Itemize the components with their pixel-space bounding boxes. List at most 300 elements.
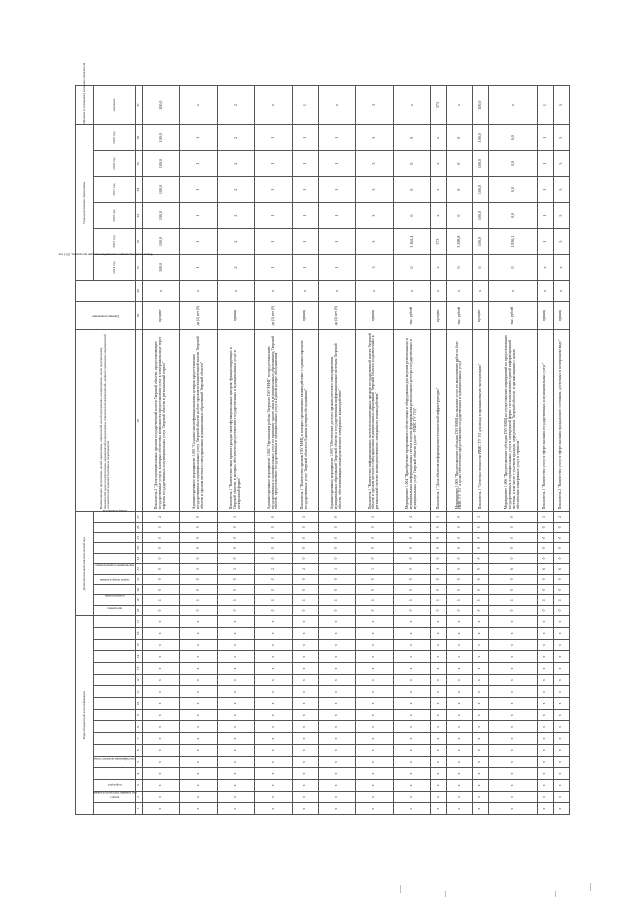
unit-cell: единиц bbox=[553, 301, 569, 330]
year-value: 0 bbox=[447, 151, 473, 177]
code-cell: х bbox=[447, 709, 473, 721]
extra-code-column-header-text: подпрограмма bbox=[104, 593, 125, 598]
table-row bbox=[143, 86, 180, 815]
target-value: х bbox=[393, 86, 430, 125]
table-row bbox=[292, 86, 318, 815]
table-row bbox=[318, 86, 355, 815]
unit-cell: единиц bbox=[356, 301, 393, 330]
table-row bbox=[393, 86, 430, 815]
extra-code-cell: 0 bbox=[553, 605, 569, 615]
column-number: 29 bbox=[136, 301, 143, 330]
code-column-header bbox=[94, 744, 136, 756]
code-cell: х bbox=[292, 791, 318, 803]
code-cell: х bbox=[472, 733, 488, 745]
code-cell: х bbox=[537, 674, 553, 686]
code-cell: х bbox=[180, 744, 217, 756]
extra-code-cell: 0 bbox=[318, 553, 355, 563]
year-value: 0 bbox=[393, 255, 430, 281]
code-cell: х bbox=[180, 791, 217, 803]
unit-cell: единиц bbox=[217, 301, 254, 330]
code-cell: х bbox=[217, 663, 254, 675]
extra-code-cell: 0 bbox=[488, 522, 537, 532]
code-cell: х bbox=[431, 709, 447, 721]
year-value: х bbox=[431, 255, 447, 281]
year-value: 0 bbox=[447, 255, 473, 281]
code-cell: х bbox=[356, 686, 393, 698]
year-value: х bbox=[537, 255, 553, 281]
extra-code-cell: 0 bbox=[217, 585, 254, 595]
code-cell: х bbox=[537, 803, 553, 815]
year-value: 1 bbox=[255, 177, 292, 203]
code-cell: х bbox=[180, 686, 217, 698]
column-number: 16 bbox=[136, 628, 143, 640]
year-value: 0 bbox=[472, 255, 488, 281]
table-row bbox=[553, 86, 569, 815]
code-cell: х bbox=[143, 756, 180, 768]
code-cell: х bbox=[393, 663, 430, 675]
code-cell: х bbox=[292, 756, 318, 768]
code-cell: х bbox=[217, 756, 254, 768]
code-cell: х bbox=[180, 709, 217, 721]
code-cell: х bbox=[318, 663, 355, 675]
extra-code-cell: 0 bbox=[472, 585, 488, 595]
year-value: 0,0 bbox=[488, 125, 537, 151]
code-cell: х bbox=[292, 768, 318, 780]
extra-code-cell: 0 bbox=[356, 585, 393, 595]
year-value: 0 bbox=[447, 203, 473, 229]
year-column-header: 2014 год bbox=[94, 255, 136, 281]
code-cell: х bbox=[356, 803, 393, 815]
extra-code-column-header-text: задача подпрограммы bbox=[99, 578, 130, 583]
code-cell: х bbox=[488, 709, 537, 721]
extra-code-cell: 0 bbox=[447, 553, 473, 563]
year-value: 100,0 bbox=[143, 151, 180, 177]
program-title-header: Наименование программы, целей программы, показателей целей программы, подпрограмм, задач подпрограмм, показателей задач подпрограмм, мероприятий подпрограмм, показателей мероприятий, административных мероприятий и показателей административных мероприятий bbox=[76, 330, 136, 512]
year-value: 1 bbox=[255, 255, 292, 281]
code-cell: х bbox=[472, 779, 488, 791]
column-number: 17 bbox=[136, 616, 143, 628]
target-value: х bbox=[180, 86, 217, 125]
code-cell: х bbox=[393, 803, 430, 815]
code-cell: х bbox=[217, 628, 254, 640]
code-cell: х bbox=[431, 721, 447, 733]
code-cell: х bbox=[472, 616, 488, 628]
year-value: 0,0 bbox=[488, 177, 537, 203]
code-cell: х bbox=[255, 686, 292, 698]
code-cell: х bbox=[447, 663, 473, 675]
code-cell: х bbox=[393, 651, 430, 663]
code-cell: х bbox=[472, 628, 488, 640]
code-cell: х bbox=[447, 803, 473, 815]
code-cell: х bbox=[143, 674, 180, 686]
code-cell: х bbox=[537, 721, 553, 733]
code-cell: х bbox=[537, 779, 553, 791]
code-cell: х bbox=[431, 639, 447, 651]
unit-cell: тыс. рублей bbox=[393, 301, 430, 330]
indicator-name: Показатель 1 "Количество услуг в сфере оказания государственных и муниципальных услуг" bbox=[537, 330, 553, 512]
code-cell: х bbox=[393, 756, 430, 768]
code-column-header bbox=[94, 663, 136, 675]
extra-code-cell: 1 bbox=[472, 512, 488, 522]
code-cell: х bbox=[393, 768, 430, 780]
code-cell: х bbox=[488, 663, 537, 675]
unit-cell: да (1) нет (0) bbox=[318, 301, 355, 330]
code-cell: х bbox=[488, 639, 537, 651]
code-cell: х bbox=[553, 674, 569, 686]
extra-code-column-header bbox=[94, 522, 136, 532]
code-cell: х bbox=[393, 628, 430, 640]
year-value: 0 bbox=[393, 203, 430, 229]
indicators-table bbox=[58, 62, 570, 815]
base-year-value: х bbox=[447, 281, 473, 302]
code-cell: х bbox=[255, 779, 292, 791]
code-cell: х bbox=[356, 768, 393, 780]
base-year-header-text: Финансовый год, предшествующий реализации программы, 2013 год bbox=[58, 252, 153, 257]
code-cell: х bbox=[488, 651, 537, 663]
unit-cell: тыс. рублей bbox=[488, 301, 537, 330]
target-value: х bbox=[318, 86, 355, 125]
year-value: х bbox=[431, 125, 447, 151]
extra-code-cell: 4 bbox=[393, 512, 430, 522]
code-cell: х bbox=[472, 686, 488, 698]
code-cell: х bbox=[553, 651, 569, 663]
base-year-value: х bbox=[431, 281, 447, 302]
code-cell: х bbox=[472, 651, 488, 663]
code-cell: х bbox=[431, 768, 447, 780]
year-value: 100,0 bbox=[472, 125, 488, 151]
extra-code-cell: 1 bbox=[447, 595, 473, 605]
code-cell: х bbox=[143, 721, 180, 733]
column-number: 32 bbox=[136, 229, 143, 255]
code-cell: х bbox=[431, 791, 447, 803]
column-number-row bbox=[136, 86, 143, 815]
year-value: 1 bbox=[318, 177, 355, 203]
code-cell: х bbox=[393, 791, 430, 803]
code-cell: х bbox=[553, 628, 569, 640]
year-value: 1 bbox=[180, 203, 217, 229]
extra-code-cell: 2 bbox=[292, 564, 318, 574]
code-cell: х bbox=[255, 674, 292, 686]
code-cell: х bbox=[393, 709, 430, 721]
unit-cell: единиц bbox=[537, 301, 553, 330]
code-cell: х bbox=[356, 721, 393, 733]
code-cell: х bbox=[472, 663, 488, 675]
extra-code-column-header-text: программа bbox=[107, 606, 122, 611]
year-value: 1 bbox=[292, 203, 318, 229]
target-value-header: значение bbox=[94, 86, 136, 125]
year-value: 1 bbox=[318, 255, 355, 281]
code-cell: х bbox=[318, 698, 355, 710]
year-value: 0 bbox=[393, 151, 430, 177]
extra-code-cell: 0 bbox=[393, 574, 430, 584]
column-number: 6 bbox=[136, 744, 143, 756]
indicator-name: Административное мероприятие 1.001 "Создание многофункциональных центров предоставления государственных и муниципальных услуг Тверской области на базе органов исполнительной власти Тверской области и органов местного самоуправления муниципальных образований Тверской области" bbox=[180, 330, 217, 512]
code-cell: х bbox=[537, 709, 553, 721]
extra-code-cell: 0 bbox=[356, 522, 393, 532]
code-cell: х bbox=[472, 674, 488, 686]
column-number: 12 bbox=[136, 674, 143, 686]
code-cell: х bbox=[553, 791, 569, 803]
code-column-header bbox=[93, 756, 136, 780]
extra-code-cell: 1 bbox=[292, 512, 318, 522]
extra-code-cell: 0 bbox=[292, 522, 318, 532]
year-value: 3 bbox=[356, 177, 393, 203]
code-cell: х bbox=[393, 674, 430, 686]
year-value: 100,0 bbox=[143, 229, 180, 255]
extra-code-cell: 0 bbox=[393, 585, 430, 595]
code-cell: х bbox=[318, 768, 355, 780]
extra-code-cell: 0 bbox=[356, 533, 393, 543]
code-cell: х bbox=[255, 709, 292, 721]
code-cell: х bbox=[292, 674, 318, 686]
base-year-value: х bbox=[553, 281, 569, 302]
extra-code-cell: 0 bbox=[180, 533, 217, 543]
extra-code-cell: 0 bbox=[553, 553, 569, 563]
year-value: 373 bbox=[431, 229, 447, 255]
extra-code-cell: 0 bbox=[488, 512, 537, 522]
code-cell: х bbox=[537, 663, 553, 675]
code-column-header-text: классификация целевой статьи bbox=[93, 756, 136, 761]
code-cell: х bbox=[393, 616, 430, 628]
indicator-name: Административное мероприятие 1.002 "Организация работы Тверского ГАУ МФЦ" по предоставлению государственных и муниципальных услуг по принципу одного окна в муниципальных образованиях Тверской области, предоставление государственных и муниципальных услуг в Едином центре обслуживания" bbox=[255, 330, 292, 512]
code-cell: х bbox=[472, 744, 488, 756]
extra-code-cell: 0 bbox=[488, 553, 537, 563]
code-cell: х bbox=[393, 779, 430, 791]
code-cell: х bbox=[447, 616, 473, 628]
extra-code-cell: 0 bbox=[292, 574, 318, 584]
code-cell: х bbox=[180, 803, 217, 815]
code-cell: х bbox=[488, 686, 537, 698]
year-value: 2 bbox=[217, 125, 254, 151]
year-value: 1 bbox=[292, 229, 318, 255]
column-number: 11 bbox=[136, 686, 143, 698]
extra-code-cell: 0 bbox=[143, 533, 180, 543]
extra-code-cell: 0 bbox=[356, 543, 393, 553]
extra-code-cell: 0 bbox=[472, 605, 488, 615]
code-cell: х bbox=[180, 779, 217, 791]
indicator-name: Показатель 2 "Количество услуг в сфере оказания гражданского состояния, доступных в электронном виде" bbox=[553, 330, 569, 512]
indicator-name: Показатель 1 "Количество информационных систем исполнительных органов государственной власти Тверской области и органов местного самоуправления муниципальных образований Тверской области, подключенных к региональной системе межведомственного электронного взаимодействия" bbox=[356, 330, 393, 512]
unit-header-text: Единица измерения bbox=[91, 314, 119, 319]
code-cell: х bbox=[472, 768, 488, 780]
code-cell: х bbox=[255, 756, 292, 768]
code-cell: х bbox=[447, 698, 473, 710]
code-cell: х bbox=[255, 744, 292, 756]
extra-code-cell: 0 bbox=[255, 522, 292, 532]
extra-code-cell: 3 bbox=[356, 564, 393, 574]
base-year-value: х bbox=[292, 281, 318, 302]
code-cell: х bbox=[292, 779, 318, 791]
code-cell: х bbox=[488, 779, 537, 791]
code-cell: х bbox=[537, 651, 553, 663]
code-cell: х bbox=[143, 651, 180, 663]
indicator-name: Мероприятие 1.006 "Предоставление субсидии ГАУ МФЦ на осуществление мероприятий по предоставлению государственных и муниципальных услуг в электронной форме с использованием единой информационной системы, в том числе с участием граждан, определенных Тверской области, и организациями с целью обеспечения электронных услуг и сервисов" bbox=[488, 330, 537, 512]
year-value: 100,0 bbox=[143, 125, 180, 151]
code-cell: х bbox=[447, 651, 473, 663]
code-cell: х bbox=[143, 628, 180, 640]
extra-code-cell: 0 bbox=[537, 522, 553, 532]
year-column-header: 2016 год bbox=[94, 203, 136, 229]
code-cell: х bbox=[356, 639, 393, 651]
indicator-name: Показатель 1 "Доля объектов информационно-технической инфраструктуры" bbox=[431, 330, 447, 512]
base-year-value: х bbox=[537, 281, 553, 302]
code-cell: х bbox=[318, 803, 355, 815]
code-cell: х bbox=[180, 733, 217, 745]
extra-code-cell: 5 bbox=[472, 564, 488, 574]
code-cell: х bbox=[255, 803, 292, 815]
extra-code-cell: 1 bbox=[431, 595, 447, 605]
extra-code-cell: 0 bbox=[431, 543, 447, 553]
extra-code-cell: 0 bbox=[393, 605, 430, 615]
code-cell: х bbox=[356, 791, 393, 803]
target-value: х bbox=[255, 86, 292, 125]
extra-code-cell: 0 bbox=[447, 543, 473, 553]
code-cell: х bbox=[431, 663, 447, 675]
code-cell: х bbox=[472, 698, 488, 710]
code-column-header bbox=[94, 733, 136, 745]
year-value: х bbox=[553, 255, 569, 281]
extra-code-cell: 0 bbox=[292, 605, 318, 615]
code-cell: х bbox=[180, 628, 217, 640]
extra-code-cell: 0 bbox=[217, 522, 254, 532]
code-cell: х bbox=[553, 756, 569, 768]
column-number: 15 bbox=[136, 639, 143, 651]
code-cell: х bbox=[431, 686, 447, 698]
code-cell: х bbox=[393, 744, 430, 756]
unit-cell: единиц bbox=[292, 301, 318, 330]
code-cell: х bbox=[431, 779, 447, 791]
years-group-header: Годы реализации программы bbox=[76, 125, 94, 281]
year-value: 3 bbox=[356, 125, 393, 151]
code-cell: х bbox=[447, 756, 473, 768]
year-value: 1 bbox=[255, 229, 292, 255]
code-cell: х bbox=[255, 791, 292, 803]
extra-code-cell: 0 bbox=[537, 605, 553, 615]
column-number: 3 bbox=[136, 779, 143, 791]
year-value: х bbox=[431, 177, 447, 203]
code-cell: х bbox=[393, 686, 430, 698]
year-value: 3 bbox=[356, 229, 393, 255]
code-cell: х bbox=[255, 639, 292, 651]
code-cell: х bbox=[537, 733, 553, 745]
table-row bbox=[488, 86, 537, 815]
extra-code-cell: 1 bbox=[180, 595, 217, 605]
scan-mark bbox=[555, 891, 556, 897]
extra-code-cell: 0 bbox=[537, 553, 553, 563]
code-cell: х bbox=[553, 616, 569, 628]
column-number: 22 bbox=[136, 564, 143, 574]
base-year-value: х bbox=[393, 281, 430, 302]
extra-code-column-header bbox=[94, 595, 136, 605]
extra-code-cell: 0 bbox=[255, 533, 292, 543]
code-cell: х bbox=[472, 721, 488, 733]
code-cell: х bbox=[356, 628, 393, 640]
code-cell: х bbox=[488, 698, 537, 710]
code-cell: х bbox=[447, 791, 473, 803]
column-number: 24 bbox=[136, 543, 143, 553]
code-cell: х bbox=[447, 674, 473, 686]
extra-code-cell: 0 bbox=[431, 522, 447, 532]
extra-code-cell: 0 bbox=[431, 574, 447, 584]
code-cell: х bbox=[553, 744, 569, 756]
code-cell: х bbox=[431, 616, 447, 628]
extra-code-cell: 0 bbox=[143, 605, 180, 615]
scan-mark bbox=[590, 883, 591, 891]
scan-mark bbox=[445, 891, 446, 897]
target-value: 100,0 bbox=[472, 86, 488, 125]
code-cell: х bbox=[447, 768, 473, 780]
code-cell: х bbox=[318, 651, 355, 663]
column-number: 4 bbox=[136, 768, 143, 780]
code-cell: х bbox=[488, 768, 537, 780]
unit-cell: да (1) нет (0) bbox=[255, 301, 292, 330]
base-year-value: х bbox=[356, 281, 393, 302]
extra-code-cell: 0 bbox=[356, 553, 393, 563]
unit-cell: тыс. рублей bbox=[447, 301, 473, 330]
year-value: 1 bbox=[180, 177, 217, 203]
code-cell: х bbox=[537, 744, 553, 756]
table-row bbox=[356, 86, 393, 815]
code-cell: х bbox=[431, 651, 447, 663]
column-number: 5 bbox=[136, 756, 143, 768]
column-number: 9 bbox=[136, 709, 143, 721]
year-value: х bbox=[431, 151, 447, 177]
code-cell: х bbox=[255, 651, 292, 663]
code-cell: х bbox=[143, 803, 180, 815]
year-value: 0,0 bbox=[488, 203, 537, 229]
extra-code-cell: 0 bbox=[292, 553, 318, 563]
year-value: 1 bbox=[255, 203, 292, 229]
base-year-value: х bbox=[255, 281, 292, 302]
year-value: 100,0 bbox=[143, 255, 180, 281]
code-cell: х bbox=[180, 651, 217, 663]
year-column-header: 2017 год bbox=[94, 177, 136, 203]
code-cell: х bbox=[393, 733, 430, 745]
code-cell: х bbox=[217, 686, 254, 698]
code-cell: х bbox=[318, 616, 355, 628]
table-row bbox=[255, 86, 292, 815]
code-cell: х bbox=[143, 744, 180, 756]
extra-code-cell: 0 bbox=[537, 574, 553, 584]
indicator-name: Мероприятие 1.005 "Предоставление субсидии ГАУ МФЦ на оказание услуг по выполнению работ на базе РИИС ГУ ТО" в целях обеспечения предоставления государственных и муниципальных услуг" bbox=[447, 330, 473, 512]
extra-code-cell: 0 bbox=[180, 543, 217, 553]
code-cell: х bbox=[553, 803, 569, 815]
extra-code-cell: 0 bbox=[217, 574, 254, 584]
extra-code-cell: 1 bbox=[217, 595, 254, 605]
extra-code-column-header bbox=[94, 543, 136, 553]
extra-code-cell: 6 bbox=[537, 564, 553, 574]
code-cell: х bbox=[318, 639, 355, 651]
code-cell: х bbox=[292, 686, 318, 698]
code-cell: х bbox=[255, 663, 292, 675]
code-cell: х bbox=[431, 698, 447, 710]
extra-code-cell: 0 bbox=[143, 522, 180, 532]
year-column-header: 2015 год bbox=[94, 229, 136, 255]
extra-code-cell: 1 bbox=[217, 512, 254, 522]
code-cell: х bbox=[143, 686, 180, 698]
code-cell: х bbox=[217, 733, 254, 745]
extra-code-cell: 0 bbox=[431, 605, 447, 615]
extra-code-cell: 0 bbox=[143, 564, 180, 574]
code-cell: х bbox=[553, 686, 569, 698]
code-cell: х bbox=[356, 698, 393, 710]
extra-code-column-header bbox=[94, 605, 136, 615]
extra-code-cell: 0 bbox=[553, 543, 569, 553]
target-value: 3 bbox=[356, 86, 393, 125]
extra-code-cell: 0 bbox=[292, 533, 318, 543]
extra-code-cell: 0 bbox=[143, 585, 180, 595]
year-value: 5 bbox=[553, 151, 569, 177]
